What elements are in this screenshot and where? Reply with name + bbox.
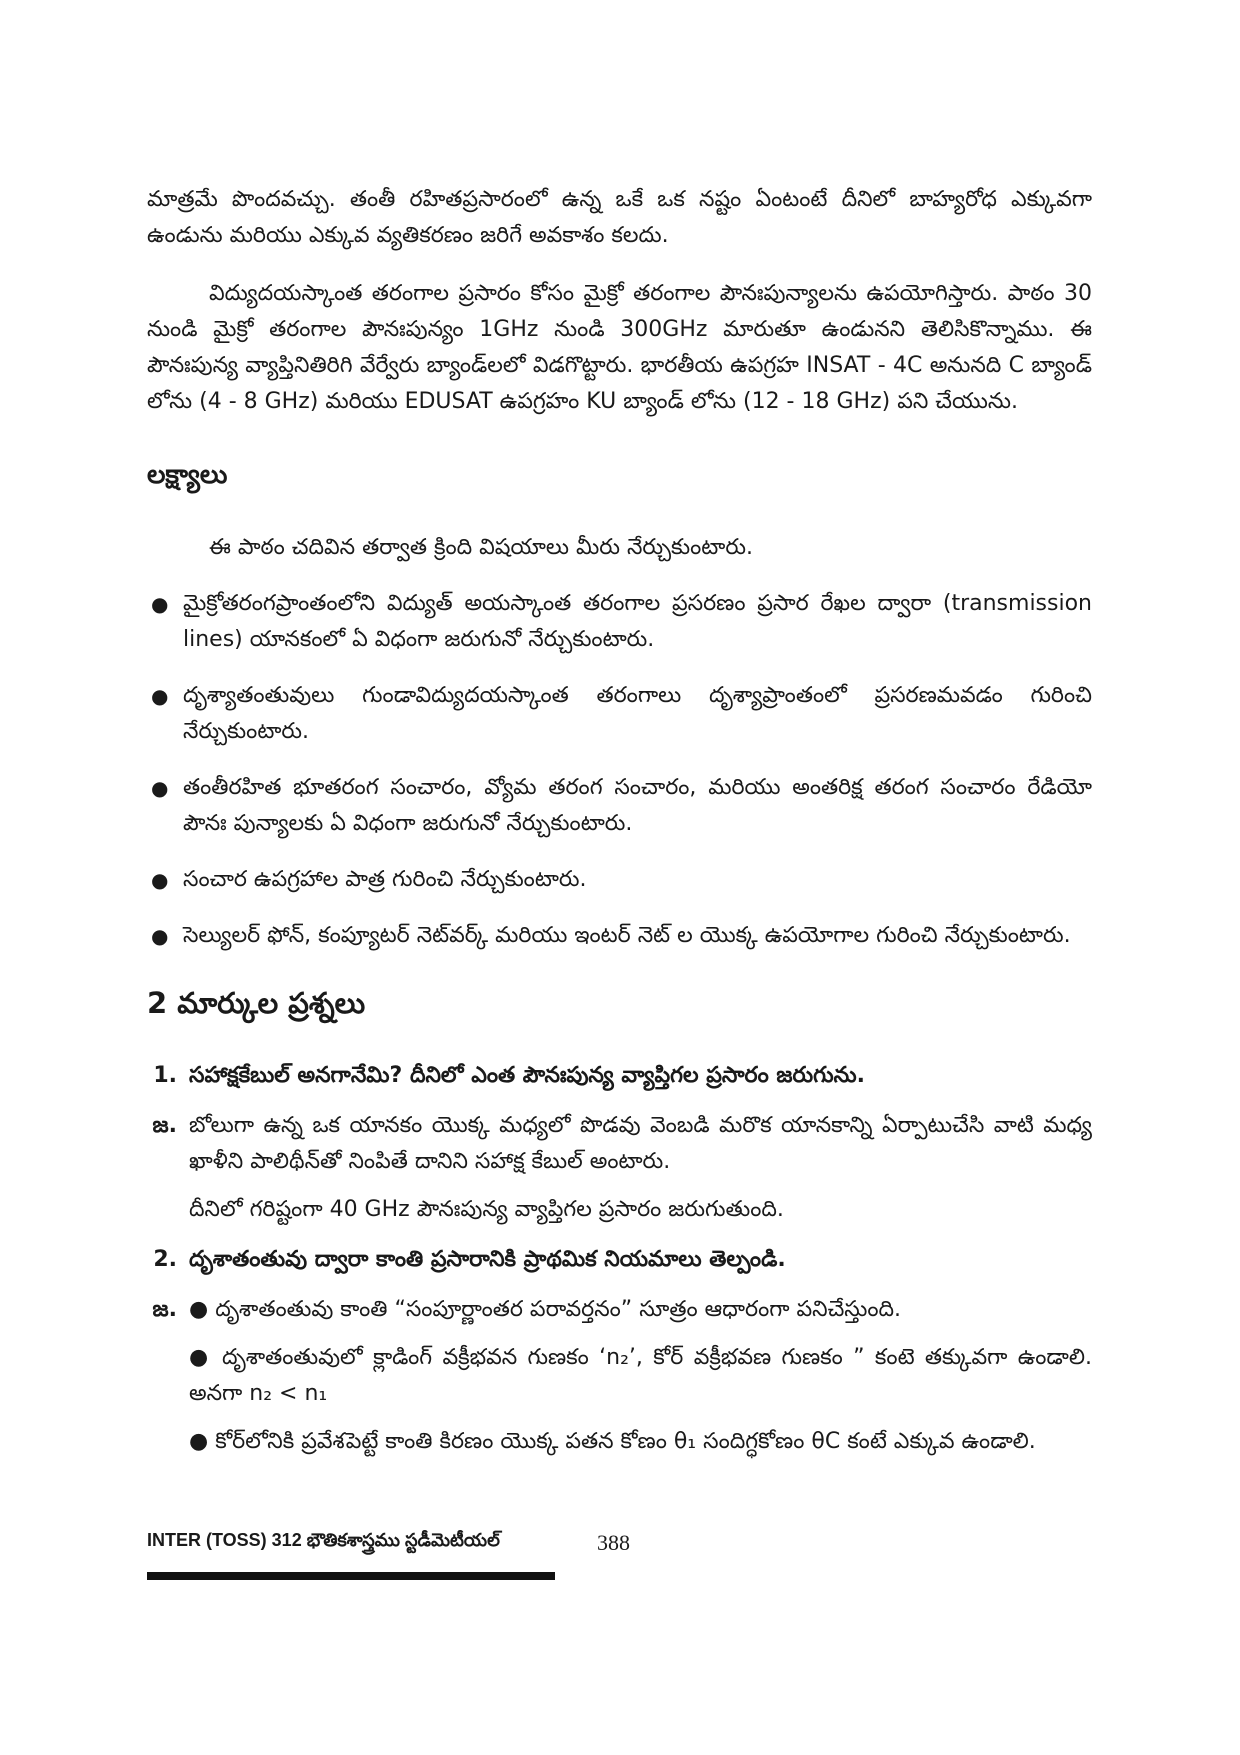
answer-1 <box>147 1108 1092 1180</box>
answer-label: జ. <box>152 1297 177 1322</box>
question-2 <box>147 1242 1092 1278</box>
question-answer-list <box>147 1058 1092 1460</box>
answer-2 <box>147 1292 1092 1328</box>
footer-title: INTER (TOSS) 312 భౌతికశాస్త్రము స్టడీమెటీయల్ <box>147 1530 500 1550</box>
objectives-intro: ఈ పాఠం చదివిన తర్వాత క్రింది విషయాలు మీరు నేర్చుకుంటారు. <box>209 535 753 560</box>
question-text: దృశాతంతువు ద్వారా కాంతి ప్రసారానికి ప్రాథమిక నియమాలు తెల్పండి. <box>189 1247 786 1272</box>
answer-point: ● దృశాతంతువు కాంతి “సంపూర్ణాంతర పరావర్తనం” సూత్రం ఆధారంగా పనిచేస్తుంది. <box>189 1297 902 1322</box>
objective-item: ● మైక్రోతరంగప్రాంతంలోని విద్యుత్ అయస్కాంత తరంగాల ప్రసరణం ప్రసార రేఖల ద్వారా (transmission lines) యానకంలో ఏ విధంగా జరుగునో నేర్చుకుంటారు. <box>147 586 1092 658</box>
page-number: 388 <box>597 1530 630 1555</box>
objective-item: ● తంతీరహిత భూతరంగ సంచారం, వ్యోమ తరంగ సంచారం, మరియు అంతరిక్ష తరంగ సంచారం రేడియో పౌనః పున్యాలకు ఏ విధంగా జరుగునో నేర్చుకుంటారు. <box>147 770 1092 842</box>
answer-text: బోలుగా ఉన్న ఒక యానకం యొక్క మధ్యలో పొడవు వెంబడి మరొక యానకాన్ని ఏర్పాటుచేసి వాటి మధ్య ఖాళీని పాలిథీన్‌తో నింపితే దానిని సహాక్ష కేబుల్ అంటారు. <box>189 1113 1092 1174</box>
answer-point: ● కోర్‌లోనికి ప్రవేశపెట్టే కాంతి కిరణం యొక్క పతన కోణం θ₁ సందిగ్ధకోణం θC కంటే ఎక్కువ ఉండాలి. <box>189 1429 1036 1454</box>
body-paragraph-1: మాత్రమే పొందవచ్చు. తంతీ రహితప్రసారంలో ఉన్న ఒకే ఒక నష్టం ఏంటంటే దీనిలో బాహ్యరోధ ఎక్కువగా ఉండును మరియు ఎక్కువ వ్యతికరణం జరిగే అవకాశం కలదు. <box>147 187 1092 248</box>
objective-item: ● దృశ్యాతంతువులు గుండావిద్యుదయస్కాంత తరంగాలు దృశ్యాప్రాంతంలో ప్రసరణమవడం గురించి నేర్చుకుంటారు. <box>147 678 1092 750</box>
question-1 <box>147 1058 1092 1094</box>
page-content <box>147 182 1092 1460</box>
question-number: 2. <box>153 1247 177 1272</box>
body-paragraph-2: విద్యుదయస్కాంత తరంగాల ప్రసారం కోసం మైక్రో తరంగాల పౌనఃపున్యాలను ఉపయోగిస్తారు. పాఠం 30 నుండి మైక్రో తరంగాల పౌనఃపున్యం 1GHz నుండి 300GHz మారుతూ ఉండునని తెలిసికొన్నాము. ఈ పౌనఃపున్య వ్యాప్తినితిరిగి వేర్వేరు బ్యాండ్‌లలో విడగొట్టారు. భారతీయ ఉపగ్రహ INSAT - 4C అనునది C బ్యాండ్ లోను (4 - 8 GHz) మరియు EDUSAT ఉపగ్రహం KU బ్యాండ్ లోను (12 - 18 GHz) పని చేయును. <box>147 281 1092 414</box>
question-text: సహాక్షకేబుల్ అనగానేమి? దీనిలో ఎంత పౌనఃపున్య వ్యాప్తిగల ప్రసారం జరుగును. <box>189 1063 865 1088</box>
page-footer <box>147 1530 1087 1590</box>
objectives-list <box>147 586 1092 954</box>
question-number: 1. <box>153 1063 177 1088</box>
objective-item: ● సెల్యులర్ ఫోన్, కంప్యూటర్ నెట్‌వర్క్ మరియు ఇంటర్ నెట్ ల యొక్క ఉపయోగాల గురించి నేర్చుకుంటారు. <box>147 918 1092 954</box>
answer-1-extra: దీనిలో గరిష్టంగా 40 GHz పౌనఃపున్య వ్యాప్తిగల ప్రసారం జరుగుతుంది. <box>189 1197 784 1222</box>
objectives-heading: లక్ష్యాలు <box>147 460 228 490</box>
footer-rule <box>147 1572 555 1580</box>
answer-label: జ. <box>152 1113 177 1138</box>
objective-item: ● సంచార ఉపగ్రహాల పాత్ర గురించి నేర్చుకుంటారు. <box>147 862 1092 898</box>
questions-heading: 2 మార్కుల ప్రశ్నలు <box>147 986 366 1020</box>
answer-point: ● దృశాతంతువులో క్లాడింగ్ వక్రీభవన గుణకం ‘n₂’, కోర్ వక్రీభవణ గుణకం ” కంటె తక్కువగా ఉండాలి. అనగా n₂ < n₁ <box>189 1345 1092 1406</box>
